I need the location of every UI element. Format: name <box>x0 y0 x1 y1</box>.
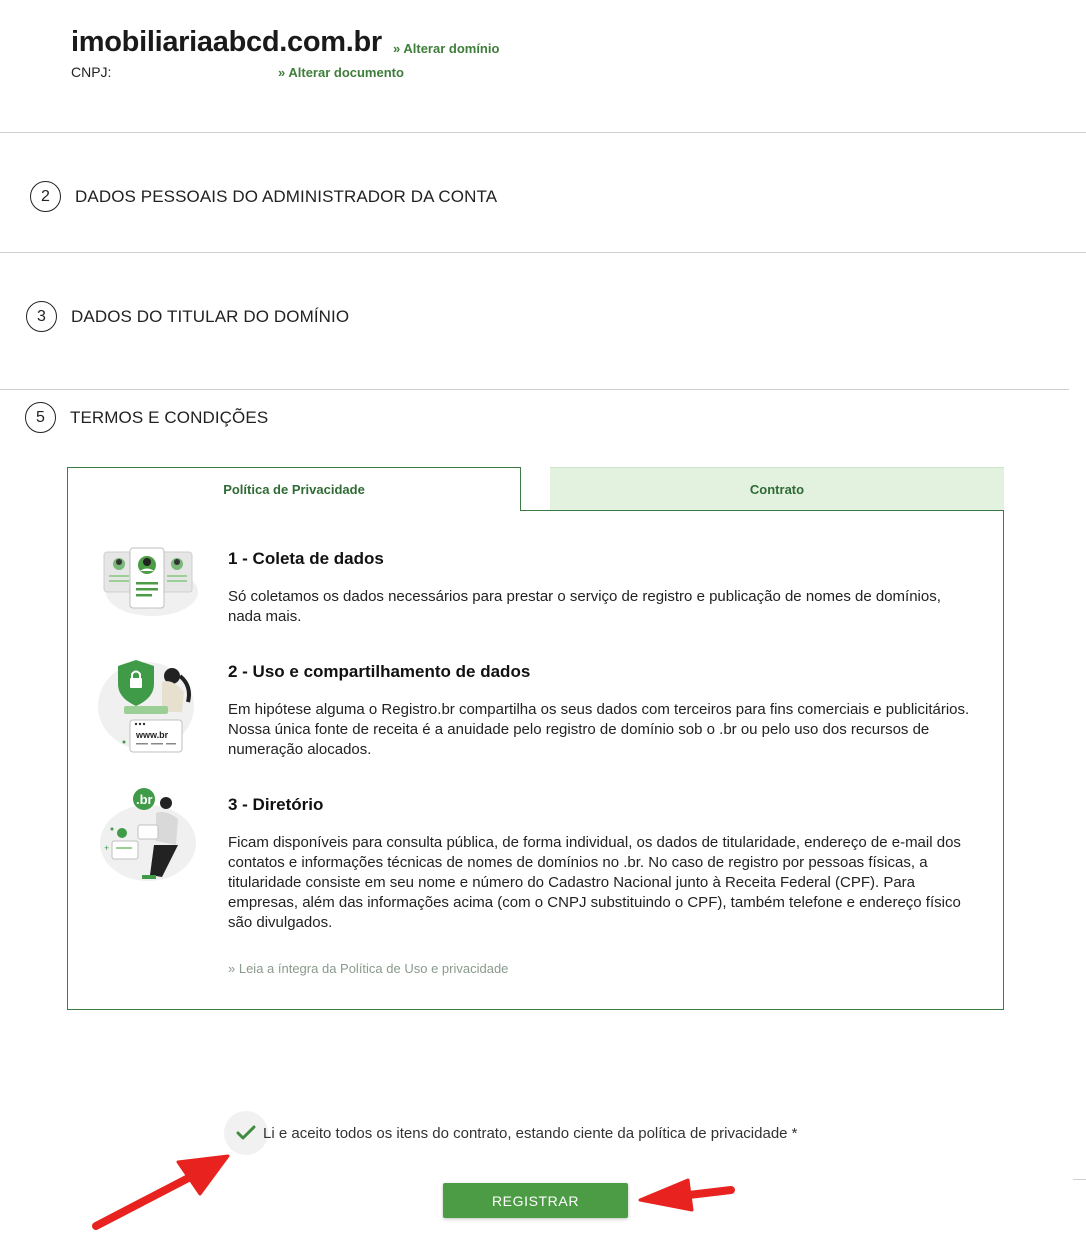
alter-document-link[interactable]: » Alterar documento <box>278 65 404 80</box>
step-number: 2 <box>30 181 61 212</box>
alter-domain-link[interactable]: » Alterar domínio <box>393 41 500 56</box>
accept-terms-label: Li e aceito todos os itens do contrato, estando ciente da política de privacidade * <box>263 1124 798 1142</box>
step-domain-holder[interactable] <box>26 301 349 332</box>
step-personal-data[interactable] <box>30 181 497 212</box>
br-badge-text: .br <box>136 792 153 807</box>
directory-illustration <box>98 785 202 885</box>
arrow-left-head <box>178 1156 228 1194</box>
section-data-sharing <box>228 662 978 760</box>
tab-contract[interactable]: Contrato <box>550 467 1004 511</box>
section-directory <box>228 795 978 933</box>
section-title: 1 - Coleta de dados <box>228 549 384 568</box>
section-text: Em hipótese alguma o Registro.br compartilha os seus dados com terceiros para fins comerciais e publicitários. Nossa única fonte de receita é a anuidade pelo registro de domínio sob o .br ou pelo uso dos recursos de numeração alocados. <box>228 701 970 758</box>
step-terms[interactable] <box>25 402 268 433</box>
domain-title: imobiliariaabcd.com.br <box>71 26 382 58</box>
step-title: DADOS PESSOAIS DO ADMINISTRADOR DA CONTA <box>75 186 498 206</box>
arrow-right-shaft <box>672 1190 731 1197</box>
arrow-left-shaft <box>96 1172 200 1226</box>
checkbox-circle[interactable] <box>224 1111 268 1155</box>
divider <box>0 252 1086 253</box>
step-number: 3 <box>26 301 57 332</box>
cnpj-label: CNPJ: <box>71 64 112 80</box>
divider <box>0 389 1069 390</box>
divider <box>1073 1179 1086 1180</box>
section-title: 2 - Uso e compartilhamento de dados <box>228 662 531 681</box>
tab-privacy-policy[interactable]: Política de Privacidade <box>67 467 521 511</box>
read-full-policy-link[interactable]: » Leia a íntegra da Política de Uso e privacidade <box>228 961 509 976</box>
accept-terms-checkbox[interactable] <box>224 1111 798 1155</box>
www-br-text: www.br <box>136 730 169 740</box>
svg-text:+: + <box>104 843 110 853</box>
step-title: DADOS DO TITULAR DO DOMÍNIO <box>71 306 350 326</box>
section-data-collection <box>228 549 978 627</box>
data-collection-illustration <box>100 540 200 618</box>
data-sharing-illustration <box>96 656 200 756</box>
register-button[interactable]: REGISTRAR <box>443 1183 628 1218</box>
arrow-right-head <box>640 1180 692 1210</box>
section-text: Só coletamos os dados necessários para prestar o serviço de registro e publicação de nomes de domínios, nada mais. <box>228 588 941 625</box>
section-title: 3 - Diretório <box>228 795 324 814</box>
section-text: Ficam disponíveis para consulta pública, de forma individual, os dados de titularidade, endereço de e-mail dos contatos e informações técnicas de nomes de domínios no .br. No caso de registro por pessoas físicas, a titularidade consiste em seu nome e número do Cadastro Nacional junto à Receita Federal (CPF). Para empresas, além das informações acima (com o CNPJ substituindo o CPF), também telefone e endereço físico são divulgados. <box>228 834 961 931</box>
divider <box>0 132 1086 133</box>
check-icon <box>236 1125 256 1141</box>
step-number: 5 <box>25 402 56 433</box>
step-title: TERMOS E CONDIÇÕES <box>70 407 269 427</box>
